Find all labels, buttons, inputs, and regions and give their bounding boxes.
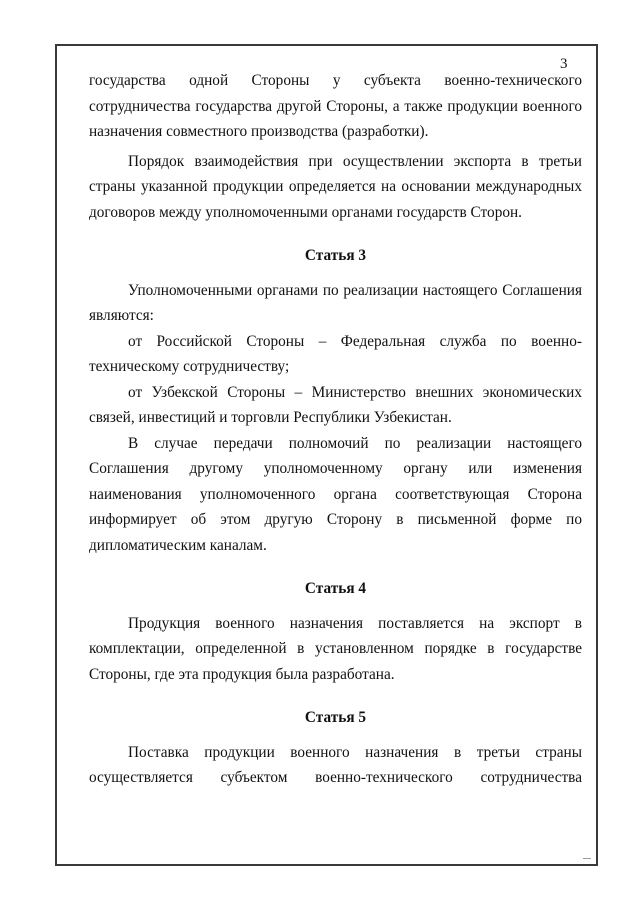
- paragraph-export-procedure: Порядок взаимодействия при осуществлении экспорта в третьи страны указанной продукции определяется на основании международных договоров между уполномоченными органами государств Сторон.: [89, 152, 582, 221]
- paragraph-product-configuration: Продукция военного назначения поставляется на экспорт в комплектации, определенной в установленном порядке в государстве Стороны, где эта продукция была разработана.: [89, 614, 582, 683]
- page-number: 3: [560, 56, 568, 72]
- document-body: [89, 68, 582, 791]
- paragraph-continuation: государства одной Стороны у субъекта военно-технического сотрудничества государства другой Стороны, а также продукции военного назначения совместного производства (разработки).: [89, 72, 582, 140]
- scan-artifact: [583, 858, 591, 863]
- article-3-heading: Статья 3: [304, 247, 367, 264]
- paragraph-russian-side: от Российской Стороны – Федеральная служба по военно-техническому сотрудничеству;: [89, 332, 582, 375]
- paragraph-uzbek-side: от Узбекской Стороны – Министерство внешних экономических связей, инвестиций и торговли Республики Узбекистан.: [89, 383, 582, 426]
- paragraph-third-country-supply: Поставка продукции военного назначения в третьи страны осуществляется субъектом военно-технического сотрудничества: [89, 743, 582, 786]
- paragraph-transfer-of-powers: В случае передачи полномочий по реализации настоящего Соглашения другому уполномоченному органу или изменения наименования уполномоченного органа соответствующая Сторона информирует об этом другую Сторону в письменной форме по дипломатическим каналам.: [89, 434, 582, 554]
- article-4-heading: Статья 4: [304, 580, 367, 597]
- article-5-heading: Статья 5: [304, 709, 367, 726]
- paragraph-authorized-bodies: Уполномоченными органами по реализации настоящего Соглашения являются:: [89, 281, 582, 324]
